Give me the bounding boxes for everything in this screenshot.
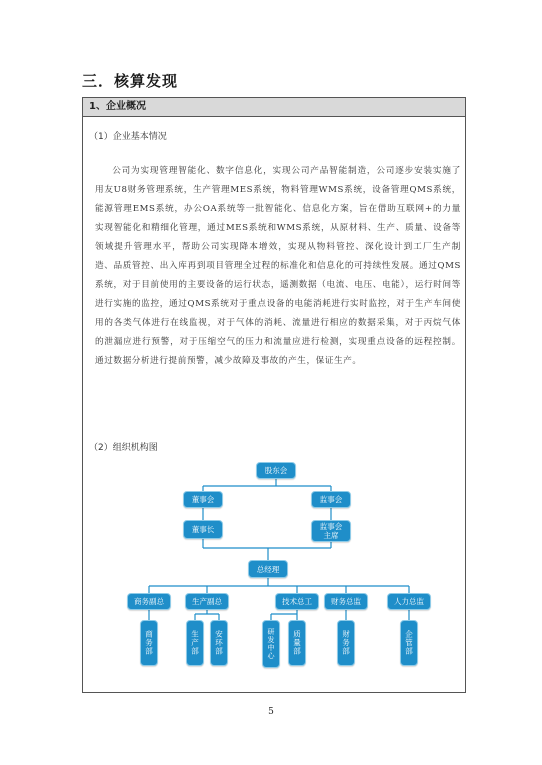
- node-dept-business: 商务部: [140, 620, 158, 666]
- node-hr-director: 人力总监: [387, 593, 431, 610]
- subheading-org-chart: （2）组织机构图: [89, 443, 158, 453]
- node-deputy-production: 生产副总: [185, 593, 229, 610]
- node-deputy-business: 商务副总: [127, 593, 171, 610]
- basic-info-paragraph: 公司为实现管理智能化、数字信息化，实现公司产品智能制造，公司逐步安装实施了用友U8财务管理系统，生产管理MES系统，物料管理WMS系统，设备管理QMS系统，能源管理EMS系统，办公OA系统等一批智能化、信息化方案，旨在借助互联网+的力量实现智能化和精细化管理，通过MES系统和WMS系统，从原材料、生产、质量、设备等领域提升管理水平，帮助公司实现降本增效，实现从物料管控、深化设计到工厂生产制造、品质管控、出入库再到项目管理全过程的标准化和信息化的可持续性发展。通过QMS系统，对于目前使用的主要设备的运行状态，遥测数据（电流、电压、电能），运行时间等进行实施的监控，通过QMS系统对于重点设备的电能消耗进行实时监控，对于生产车间使用的各类气体进行在线监视，对于气体的消耗、流量进行相应的数据采集，对于丙烷气体的泄漏应进行预警，对于压缩空气的压力和流量应进行检测，实现重点设备的远程控制。通过数据分析进行提前预警，减少故障及事故的产生，保证生产。: [95, 166, 461, 366]
- page-number: 5: [268, 707, 274, 717]
- node-dept-production: 生产部: [186, 620, 204, 666]
- frame-header: 1、企业概况: [83, 98, 465, 117]
- node-dept-rnd: 研发中心: [262, 620, 280, 668]
- node-dept-quality: 质量部: [288, 620, 306, 666]
- node-general-manager: 总经理: [248, 560, 288, 578]
- node-supervisors: 监事会: [311, 491, 351, 508]
- node-chairman: 董事长: [183, 520, 223, 539]
- node-directors: 董事会: [183, 491, 223, 508]
- node-dept-management: 企管部: [400, 620, 418, 666]
- content-frame: [82, 97, 466, 693]
- org-chart: [109, 448, 443, 680]
- node-finance-director: 财务总监: [324, 593, 368, 610]
- node-dept-safety-env: 安环部: [210, 620, 228, 666]
- node-chief-engineer: 技术总工: [275, 593, 319, 610]
- node-chief-supervisor: 监事会主席: [311, 520, 351, 542]
- section-heading: 三．核算发现: [82, 72, 179, 90]
- subheading-basic-info: （1）企业基本情况: [89, 132, 167, 142]
- node-dept-finance: 财务部: [337, 620, 355, 666]
- node-board: 股东会: [256, 462, 296, 479]
